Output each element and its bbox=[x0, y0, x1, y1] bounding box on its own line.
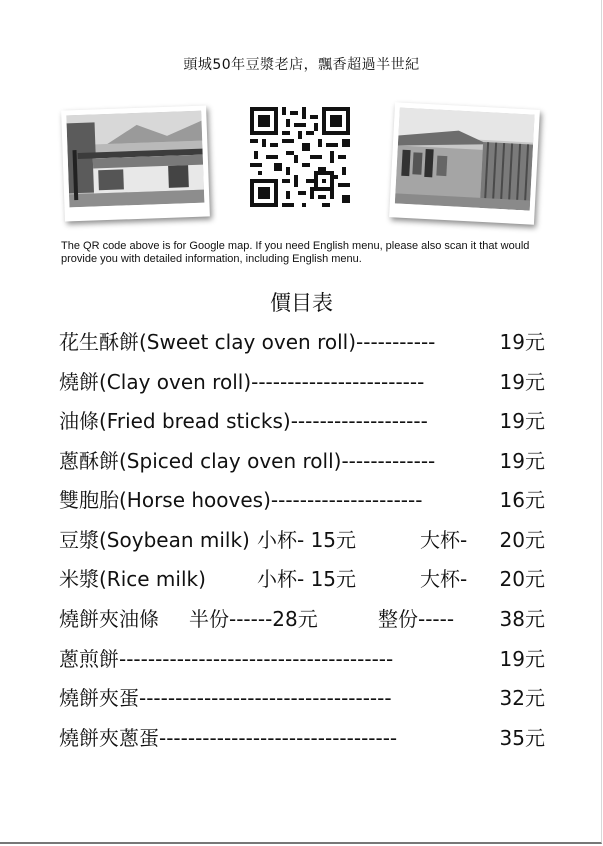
menu-row bbox=[59, 328, 545, 356]
item-price: 19元 bbox=[499, 647, 545, 671]
item-name: 米漿(Rice milk) bbox=[59, 567, 206, 591]
menu-row bbox=[59, 645, 545, 673]
item-name: 燒餅夾油條 bbox=[59, 607, 159, 631]
item-price: 35元 bbox=[499, 726, 545, 750]
menu-row bbox=[59, 447, 545, 475]
item-name: 豆漿(Soybean milk) bbox=[59, 528, 250, 552]
item-name: 花生酥餅(Sweet clay oven roll)----------- bbox=[59, 330, 436, 354]
item-price: 19元 bbox=[499, 409, 545, 433]
menu-heading: 價目表 bbox=[270, 291, 333, 315]
menu-row bbox=[59, 486, 545, 514]
item-price: 32元 bbox=[499, 686, 545, 710]
item-price: 38元 bbox=[499, 607, 545, 631]
shop-photo-left bbox=[61, 106, 210, 222]
item-price: 16元 bbox=[499, 488, 545, 512]
page-title: 頭城50年豆漿老店，飄香超過半世紀 bbox=[183, 57, 420, 73]
large-cup-label: 大杯- bbox=[420, 567, 468, 591]
qr-note: The QR code above is for Google map. If you need English menu, please also scan it that would provide you with detailed information, including English menu. bbox=[61, 240, 530, 265]
shop-photo-right bbox=[389, 102, 540, 224]
item-name: 蔥酥餅(Spiced clay oven roll)------------- bbox=[59, 449, 436, 473]
item-price: 20元 bbox=[499, 528, 545, 552]
qr-code-icon[interactable] bbox=[250, 107, 350, 207]
half-portion-price: 半份------28元 bbox=[189, 607, 318, 631]
item-name: 油條(Fried bread sticks)------------------- bbox=[59, 409, 428, 433]
small-cup-price: 小杯- 15元 bbox=[257, 567, 357, 591]
menu-row bbox=[59, 565, 545, 593]
item-name: 燒餅(Clay oven roll)------------------------ bbox=[59, 370, 425, 394]
menu-row bbox=[59, 684, 545, 712]
whole-portion-label: 整份----- bbox=[378, 607, 455, 631]
item-name: 燒餅夾蛋----------------------------------- bbox=[59, 686, 392, 710]
item-price: 19元 bbox=[499, 370, 545, 394]
item-price: 20元 bbox=[499, 567, 545, 591]
item-name: 雙胞胎(Horse hooves)--------------------- bbox=[59, 488, 423, 512]
item-price: 19元 bbox=[499, 449, 545, 473]
menu-row bbox=[59, 368, 545, 396]
large-cup-label: 大杯- bbox=[420, 528, 468, 552]
item-name: 燒餅夾蔥蛋--------------------------------- bbox=[59, 726, 398, 750]
small-cup-price: 小杯- 15元 bbox=[257, 528, 357, 552]
menu-row bbox=[59, 526, 545, 554]
menu-row bbox=[59, 605, 545, 633]
menu-row bbox=[59, 724, 545, 752]
menu-row bbox=[59, 407, 545, 435]
item-name: 蔥煎餅-------------------------------------- bbox=[59, 647, 394, 671]
item-price: 19元 bbox=[499, 330, 545, 354]
